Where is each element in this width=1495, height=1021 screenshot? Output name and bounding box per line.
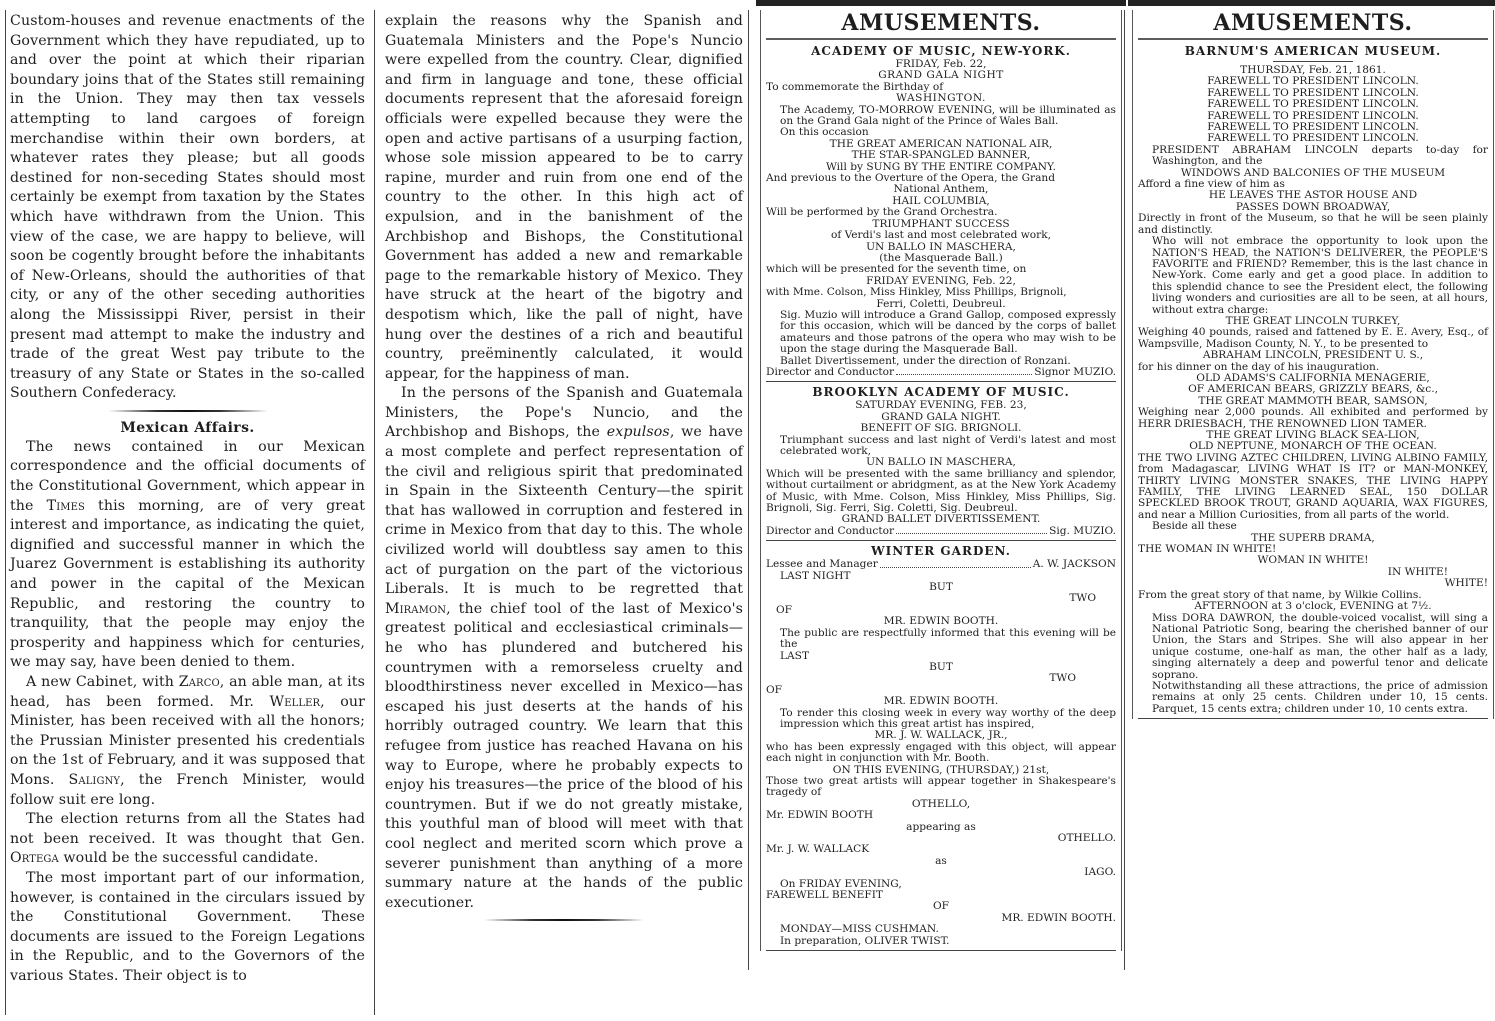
ad-line: OLD NEPTUNE, MONARCH OF THE OCEAN. bbox=[1189, 440, 1437, 453]
person-name: Saligny bbox=[68, 771, 121, 788]
ad-line: MONDAY—MISS CUSHMAN. bbox=[780, 923, 939, 936]
text: this morning, are of very great interest and importance, as indicating the quiet, dignified and successful manner in which the Juarez Government is establishing its authority and power in the capital of the Mexican Republic, and restoring the country to tranquility, that the people may enjoy the prosperity and happiness which for centuries, we may say, have been denied to them. bbox=[10, 497, 365, 671]
ad-line: To commemorate the Birthday of bbox=[766, 80, 944, 93]
farewell-line: FAREWELL TO PRESIDENT LINCOLN. bbox=[1207, 86, 1419, 99]
ad-line: OLD ADAMS'S CALIFORNIA MENAGERIE, bbox=[1196, 371, 1430, 384]
ad-line: THE GREAT LINCOLN TURKEY, bbox=[1225, 314, 1401, 327]
ad-line: as bbox=[935, 854, 947, 867]
ad-line: GRAND GALA NIGHT. bbox=[881, 410, 1001, 423]
ad-line: MR. EDWIN BOOTH. bbox=[883, 615, 999, 628]
person-name: Miramon bbox=[385, 600, 447, 617]
ad-line: The public are respectfully informed that this evening will be the bbox=[780, 626, 1116, 651]
ad-divider bbox=[766, 381, 1116, 382]
ad-line: PASSES DOWN BROADWAY, bbox=[1235, 200, 1391, 213]
ad-line: TRIUMPHANT SUCCESS bbox=[872, 217, 1010, 230]
leader-value: Signor MUZIO. bbox=[1034, 365, 1116, 378]
ad-line: In preparation, OLIVER TWIST. bbox=[780, 934, 950, 947]
ad-line: GRAND BALLET DIVERTISSEMENT. bbox=[841, 513, 1041, 526]
ad-heading-academy: ACADEMY OF MUSIC, NEW-YORK. bbox=[811, 44, 1071, 58]
column-rule-1 bbox=[5, 10, 6, 1015]
leader-dots bbox=[880, 559, 1031, 567]
ad-box bbox=[760, 10, 1122, 951]
ad-line: BUT bbox=[929, 660, 953, 673]
leader-value: Sig. MUZIO. bbox=[1049, 524, 1116, 537]
ad-line: OF AMERICAN BEARS, GRIZZLY BEARS, &c., bbox=[1188, 383, 1438, 396]
ad-line: for his dinner on the day of his inauguration. bbox=[1138, 360, 1380, 373]
ad-line: On FRIDAY EVENING, bbox=[780, 877, 902, 890]
ad-line: ON THIS EVENING, (THURSDAY,) 21st, bbox=[832, 763, 1050, 776]
ad-line: Notwithstanding all these attractions, the price of admission remains at only 25 cents. Children under 10, 15 cents. Parquet, 15 cents extra; children under 10, 10 cents extra. bbox=[1152, 679, 1488, 715]
ad-line: Mr. EDWIN BOOTH bbox=[766, 809, 874, 822]
ad-box bbox=[1132, 10, 1494, 719]
ad-line: THE WOMAN IN WHITE! bbox=[1138, 543, 1277, 556]
section-title: AMUSEMENTS. bbox=[1213, 10, 1413, 36]
farewell-line: FAREWELL TO PRESIDENT LINCOLN. bbox=[1207, 121, 1419, 134]
ad-line: Will be performed by the Grand Orchestra. bbox=[766, 206, 998, 219]
ad-line: TWO bbox=[1049, 672, 1076, 685]
ad-line: who has been expressly engaged with this object, will appear each night in conjunction with Mr. Booth. bbox=[766, 740, 1116, 765]
ad-line: Sig. Muzio will introduce a Grand Gallop, composed expressly for this occasion, which will be danced by the corps of ballet amateurs and those patrons of the opera who may wish to be upon the stage during the Masquerade Ball. bbox=[780, 308, 1116, 356]
leader-value: A. W. JACKSON bbox=[1032, 558, 1116, 571]
ad-line: FRIDAY EVENING, Feb. 22, bbox=[866, 274, 1016, 287]
column-rule-4 bbox=[1124, 10, 1125, 970]
ad-line: Which will be presented with the same brilliancy and splendor, without curtailment or abridgment, as at the New York Academy of Music, with Mme. Colson, Miss Hinkley, Miss Phillips, Sig. Brignoli, Sig. Ferri, Sig. Coletti, Sig. Deubreul. bbox=[766, 467, 1116, 515]
ad-leader-line bbox=[766, 559, 1116, 570]
text: The news contained in our Mexican correspondence and the official documents of the Constitutional Government, which appear in the bbox=[10, 438, 365, 514]
section-title: AMUSEMENTS. bbox=[841, 10, 1041, 36]
ad-line: OF bbox=[932, 900, 950, 913]
text: , the French Minister, would follow suit ere long. bbox=[10, 771, 365, 808]
ad-leader-line bbox=[766, 367, 1116, 378]
ad-line: Ferri, Coletti, Deubreul. bbox=[876, 297, 1006, 310]
text: would be the successful candidate. bbox=[58, 850, 319, 867]
person-name: Weller bbox=[269, 693, 321, 710]
ad-line: MR. EDWIN BOOTH. bbox=[1001, 911, 1116, 924]
ad-line: Miss DORA DAWRON, the double-voiced vocalist, will sing a National Patriotic Song, bearing the cherished banner of our Union, the Stars and Stripes. She will also appear in her unique costume, one-half as man, the other half as a lady, singing alternately a deep and powerful tenor and delicate soprano. bbox=[1152, 611, 1488, 681]
ad-line: UN BALLO IN MASCHERA, bbox=[866, 240, 1016, 253]
text: , the chief tool of the last of Mexico's greatest political and ecclesiastical criminals—he who has plundered and butchered his countrymen with a remorseless cruelty and bloodthirstiness never excelled in Mexico—has escaped his just deserts at the hands of his horribly outraged country. We learn that this refugee from justice has reached Havana on his way to Europe, where he probably expects to enjoy his treasures—the price of the blood of his countrymen. But if we do not greatly mistake, this youthful man of blood will meet with that cool neglect and merited scorn which prove a severer punishment than anything of a more summary nature at the hands of the public executioner. bbox=[385, 600, 743, 911]
ad-line: SATURDAY EVENING, FEB. 23, bbox=[855, 399, 1027, 412]
ad-line: Ballet Divertissement, under the direction of Ronzani. bbox=[780, 354, 1071, 367]
ad-line: Directly in front of the Museum, so that he will be seen plainly and distinctly. bbox=[1138, 212, 1488, 236]
ad-line: IN WHITE! bbox=[1387, 565, 1448, 578]
article-column-2 bbox=[385, 0, 743, 929]
ad-line: WINDOWS AND BALCONIES OF THE MUSEUM bbox=[1180, 166, 1446, 179]
top-rule bbox=[756, 0, 1126, 6]
leader-dots bbox=[896, 526, 1047, 534]
ad-line: THE TWO LIVING AZTEC CHILDREN, LIVING ALBINO FAMILY, from Madagascar, LIVING WHAT IS IT? or MAN-MONKEY, THIRTY LIVING MONSTER SNAKES, THE LIVING HAPPY FAMILY, THE LIVING LEARNED SEAL, 150 DOLLAR SPECKLED BROOK TROUT, GRAND AQUARIA, WAX FIGURES, and near a Million Curiosities, from all parts of the world. bbox=[1138, 451, 1488, 521]
top-rule bbox=[1128, 0, 1495, 6]
person-name: Zarco bbox=[178, 674, 220, 690]
ad-divider bbox=[766, 540, 1116, 541]
article-paragraph bbox=[10, 673, 365, 810]
ad-line: with Mme. Colson, Miss Hinkley, Miss Phillips, Brignoli, bbox=[766, 286, 1067, 299]
text: A new Cabinet, with bbox=[26, 674, 179, 690]
ad-heading-barnum: BARNUM'S AMERICAN MUSEUM. bbox=[1184, 44, 1442, 58]
article-heading: Mexican Affairs. bbox=[120, 419, 255, 436]
article-paragraph: explain the reasons why the Spanish and Guatemala Ministers and the Pope's Nuncio were expelled from the country. Clear, dignified and firm in language and tone, these official documents represent that the aforesaid foreign officials were expelled because they were the open and active partisans of a usurping faction, whose sole mission appeared to be to carry rapine, murder and ruin from one end of the country to the other. In this high act of expulsion, and in the banishment of the Archbishop and Bishops, the Constitutional Government has added a new and remarkable page to the remarkable history of Mexico. They have struck at the heart of the bigotry and despotism which, like the pall of night, have hung over the destines of a rich and beautiful country, preëminently calculated, it would appear, for the happiness of man. bbox=[385, 13, 743, 382]
ad-line: PRESIDENT ABRAHAM LINCOLN departs to-day for Washington, and the bbox=[1152, 143, 1488, 168]
article-paragraph: Custom-houses and revenue enactments of the Government which they have repudiated, up to and over the point at which their riparian boundary joins that of the States still remaining in the Union. They may then tax vessels attempting to land cargoes of foreign merchandise within their own borders, at whatever rates they please; but all goods destined for non-seceding States should most certainly be exempt from taxation by the States which have withdrawn from the Union. This view of the case, we are happy to believe, will soon be cogently brought before the inhabitants of New-Orleans, should the authorities of that city, or any of the other seceding authorities along the Mississippi River, persist in their present mad attempt to make the industry and trade of the great West pay tribute to the treasury of any State or States in the so-called Southern Confederacy. bbox=[10, 13, 365, 402]
title-rule bbox=[766, 38, 1116, 40]
ad-heading-brooklyn: BROOKLYN ACADEMY OF MUSIC. bbox=[812, 385, 1070, 400]
ad-line: of Verdi's last and most celebrated work, bbox=[830, 229, 1052, 242]
article-paragraph bbox=[10, 810, 365, 869]
text: In the persons of the Spanish and Guatemala Ministers, the Pope's Nuncio, and the Archbishop and Bishops, the bbox=[385, 385, 743, 441]
text: , an able man, at its head, has been formed. Mr. bbox=[10, 674, 365, 710]
ad-line: AFTERNOON at 3 o'clock, EVENING at 7½. bbox=[1194, 600, 1432, 613]
ad-line: appearing as bbox=[906, 820, 976, 833]
ad-line: The Academy, TO-MORROW EVENING, will be illuminated as on the Grand Gala night of the Prince of Wales Ball. bbox=[780, 103, 1116, 128]
amusements-column-1 bbox=[760, 0, 1122, 954]
text: , we have a most complete and perfect representation of the civil and religious spirit that predominated in Spain in the Sixteenth Century—the spirit that has wallowed in corruption and festered in crime in Mexico from that day to this. The whole civilized world will doubtless say amen to this act of purgation on the part of the victorious Liberals. It is much to be regretted that bbox=[385, 424, 743, 598]
ad-line: Triumphant success and last night of Verdi's latest and most celebrated work, bbox=[780, 433, 1116, 457]
ad-line: MR. EDWIN BOOTH. bbox=[883, 695, 999, 708]
ad-line: GRAND GALA NIGHT bbox=[878, 69, 1004, 82]
column-rule-3 bbox=[748, 10, 749, 970]
article-paragraph: The most important part of our information, however, is contained in the circulars issued by the Constitutional Government. These documents are issued to the Foreign Legations in the Republic, and to the Governors of the various States. Their object is to bbox=[10, 869, 365, 984]
leader-dots bbox=[896, 367, 1032, 375]
ad-line: UN BALLO IN MASCHERA, bbox=[866, 456, 1016, 469]
newspaper-name: Times bbox=[46, 497, 85, 514]
ad-line: LAST bbox=[780, 649, 810, 662]
farewell-line: FAREWELL TO PRESIDENT LINCOLN. bbox=[1207, 109, 1419, 122]
ad-line: BENEFIT OF SIG. BRIGNOLI. bbox=[860, 422, 1022, 435]
text: The election returns from all the States had not been received. It was thought that Gen. bbox=[10, 811, 365, 847]
ad-line: THE STAR-SPANGLED BANNER, bbox=[851, 149, 1031, 162]
ad-line: IAGO. bbox=[1084, 866, 1116, 879]
ad-heading-winter-garden: WINTER GARDEN. bbox=[871, 544, 1011, 559]
ad-line: Weighing near 2,000 pounds. All exhibited and performed by HERR DRIESBACH, THE RENOWNED LION TAMER. bbox=[1138, 406, 1488, 430]
ad-line: THE GREAT MAMMOTH BEAR, SAMSON, bbox=[1198, 394, 1428, 407]
ad-divider bbox=[766, 950, 1116, 951]
ad-line: Mr. J. W. WALLACK bbox=[766, 843, 870, 856]
ad-line: which will be presented for the seventh time, on bbox=[766, 263, 1027, 276]
amusements-column-2 bbox=[1132, 0, 1494, 722]
short-rule bbox=[1273, 61, 1353, 62]
ad-line: Who will not embrace the opportunity to look upon the NATION'S HEAD, the NATION'S DELIVERER, the PEOPLE'S FAVORITE and FRIEND? Remember, this is the last chance in New-York. Come early and get a good place. In addition to this splendid chance to see the President elect, the following living wonders and curiosities are all to be seen, at all hours, without extra charge: bbox=[1152, 235, 1488, 316]
title-rule bbox=[1138, 38, 1488, 40]
ad-line: THE GREAT LIVING BLACK SEA-LION, bbox=[1206, 429, 1420, 441]
ad-line: FRIDAY, Feb. 22, bbox=[895, 58, 987, 70]
ad-line: And previous to the Overture of the Opera, the Grand bbox=[766, 172, 1056, 185]
section-separator bbox=[484, 919, 644, 921]
farewell-line: FAREWELL TO PRESIDENT LINCOLN. bbox=[1207, 75, 1419, 88]
ad-line: Beside all these bbox=[1152, 520, 1237, 533]
ad-line: OF bbox=[766, 683, 783, 696]
ad-line: OF bbox=[776, 603, 793, 616]
ad-line: WASHINGTON. bbox=[896, 92, 986, 105]
ad-line: THE GREAT AMERICAN NATIONAL AIR, bbox=[829, 137, 1053, 150]
article-column-1 bbox=[10, 0, 365, 987]
ad-line: From the great story of that name, by Wilkie Collins. bbox=[1138, 588, 1422, 601]
ad-line: THURSDAY, Feb. 21, 1861. bbox=[1240, 64, 1386, 76]
ad-line: Will by SUNG BY THE ENTIRE COMPANY. bbox=[825, 160, 1057, 173]
text: , our Minister, has been received with all the honors; the Prussian Minister presented his credentials on the 1st of February, and it was supposed that Mons. bbox=[10, 693, 365, 788]
ad-line: ABRAHAM LINCOLN, PRESIDENT U. S., bbox=[1202, 349, 1424, 362]
person-name: Ortega bbox=[10, 850, 59, 867]
ad-line: THE SUPERB DRAMA, bbox=[1251, 531, 1375, 544]
ad-line: TWO bbox=[1069, 592, 1096, 605]
column-rule-2 bbox=[374, 10, 375, 1015]
ad-line: Afford a fine view of him as bbox=[1138, 178, 1285, 191]
section-separator bbox=[108, 410, 268, 412]
article-paragraph bbox=[10, 438, 365, 673]
ad-line: Weighing 40 pounds, raised and fattened by E. E. Avery, Esq., of Wampsville, Madison County, N. Y., to be presented to bbox=[1138, 326, 1488, 350]
article-paragraph bbox=[385, 384, 743, 913]
ad-line: HAIL COLUMBIA, bbox=[892, 194, 990, 207]
ad-line: MR. J. W. WALLACK, JR., bbox=[874, 729, 1008, 742]
ad-line: OTHELLO. bbox=[1057, 832, 1116, 844]
leader-label: Lessee and Manager bbox=[766, 558, 878, 571]
leader-label: Director and Conductor bbox=[766, 365, 895, 378]
ad-line: National Anthem, bbox=[893, 183, 989, 196]
ad-divider bbox=[1138, 718, 1488, 719]
ad-line: WHITE! bbox=[1444, 577, 1488, 590]
farewell-line: FAREWELL TO PRESIDENT LINCOLN. bbox=[1207, 98, 1419, 111]
ad-line: Those two great artists will appear together in Shakespeare's tragedy of bbox=[766, 774, 1116, 799]
ad-line: FAREWELL BENEFIT bbox=[766, 889, 883, 902]
ad-line: LAST NIGHT bbox=[780, 569, 851, 582]
farewell-line: FAREWELL TO PRESIDENT LINCOLN. bbox=[1207, 132, 1419, 145]
italic-term: expulsos bbox=[606, 424, 670, 441]
ad-line: (the Masquerade Ball.) bbox=[879, 251, 1003, 264]
ad-line: To render this closing week in every way worthy of the deep impression which this great artist has inspired, bbox=[780, 706, 1116, 730]
ad-line: HE LEAVES THE ASTOR HOUSE AND bbox=[1208, 189, 1418, 202]
ad-leader-line bbox=[766, 526, 1116, 537]
leader-label: Director and Conductor bbox=[766, 524, 895, 537]
ad-line: OTHELLO, bbox=[911, 797, 971, 810]
ad-line: WOMAN IN WHITE! bbox=[1257, 554, 1369, 567]
ad-line: On this occasion bbox=[780, 126, 869, 139]
ad-line: BUT bbox=[929, 581, 953, 594]
